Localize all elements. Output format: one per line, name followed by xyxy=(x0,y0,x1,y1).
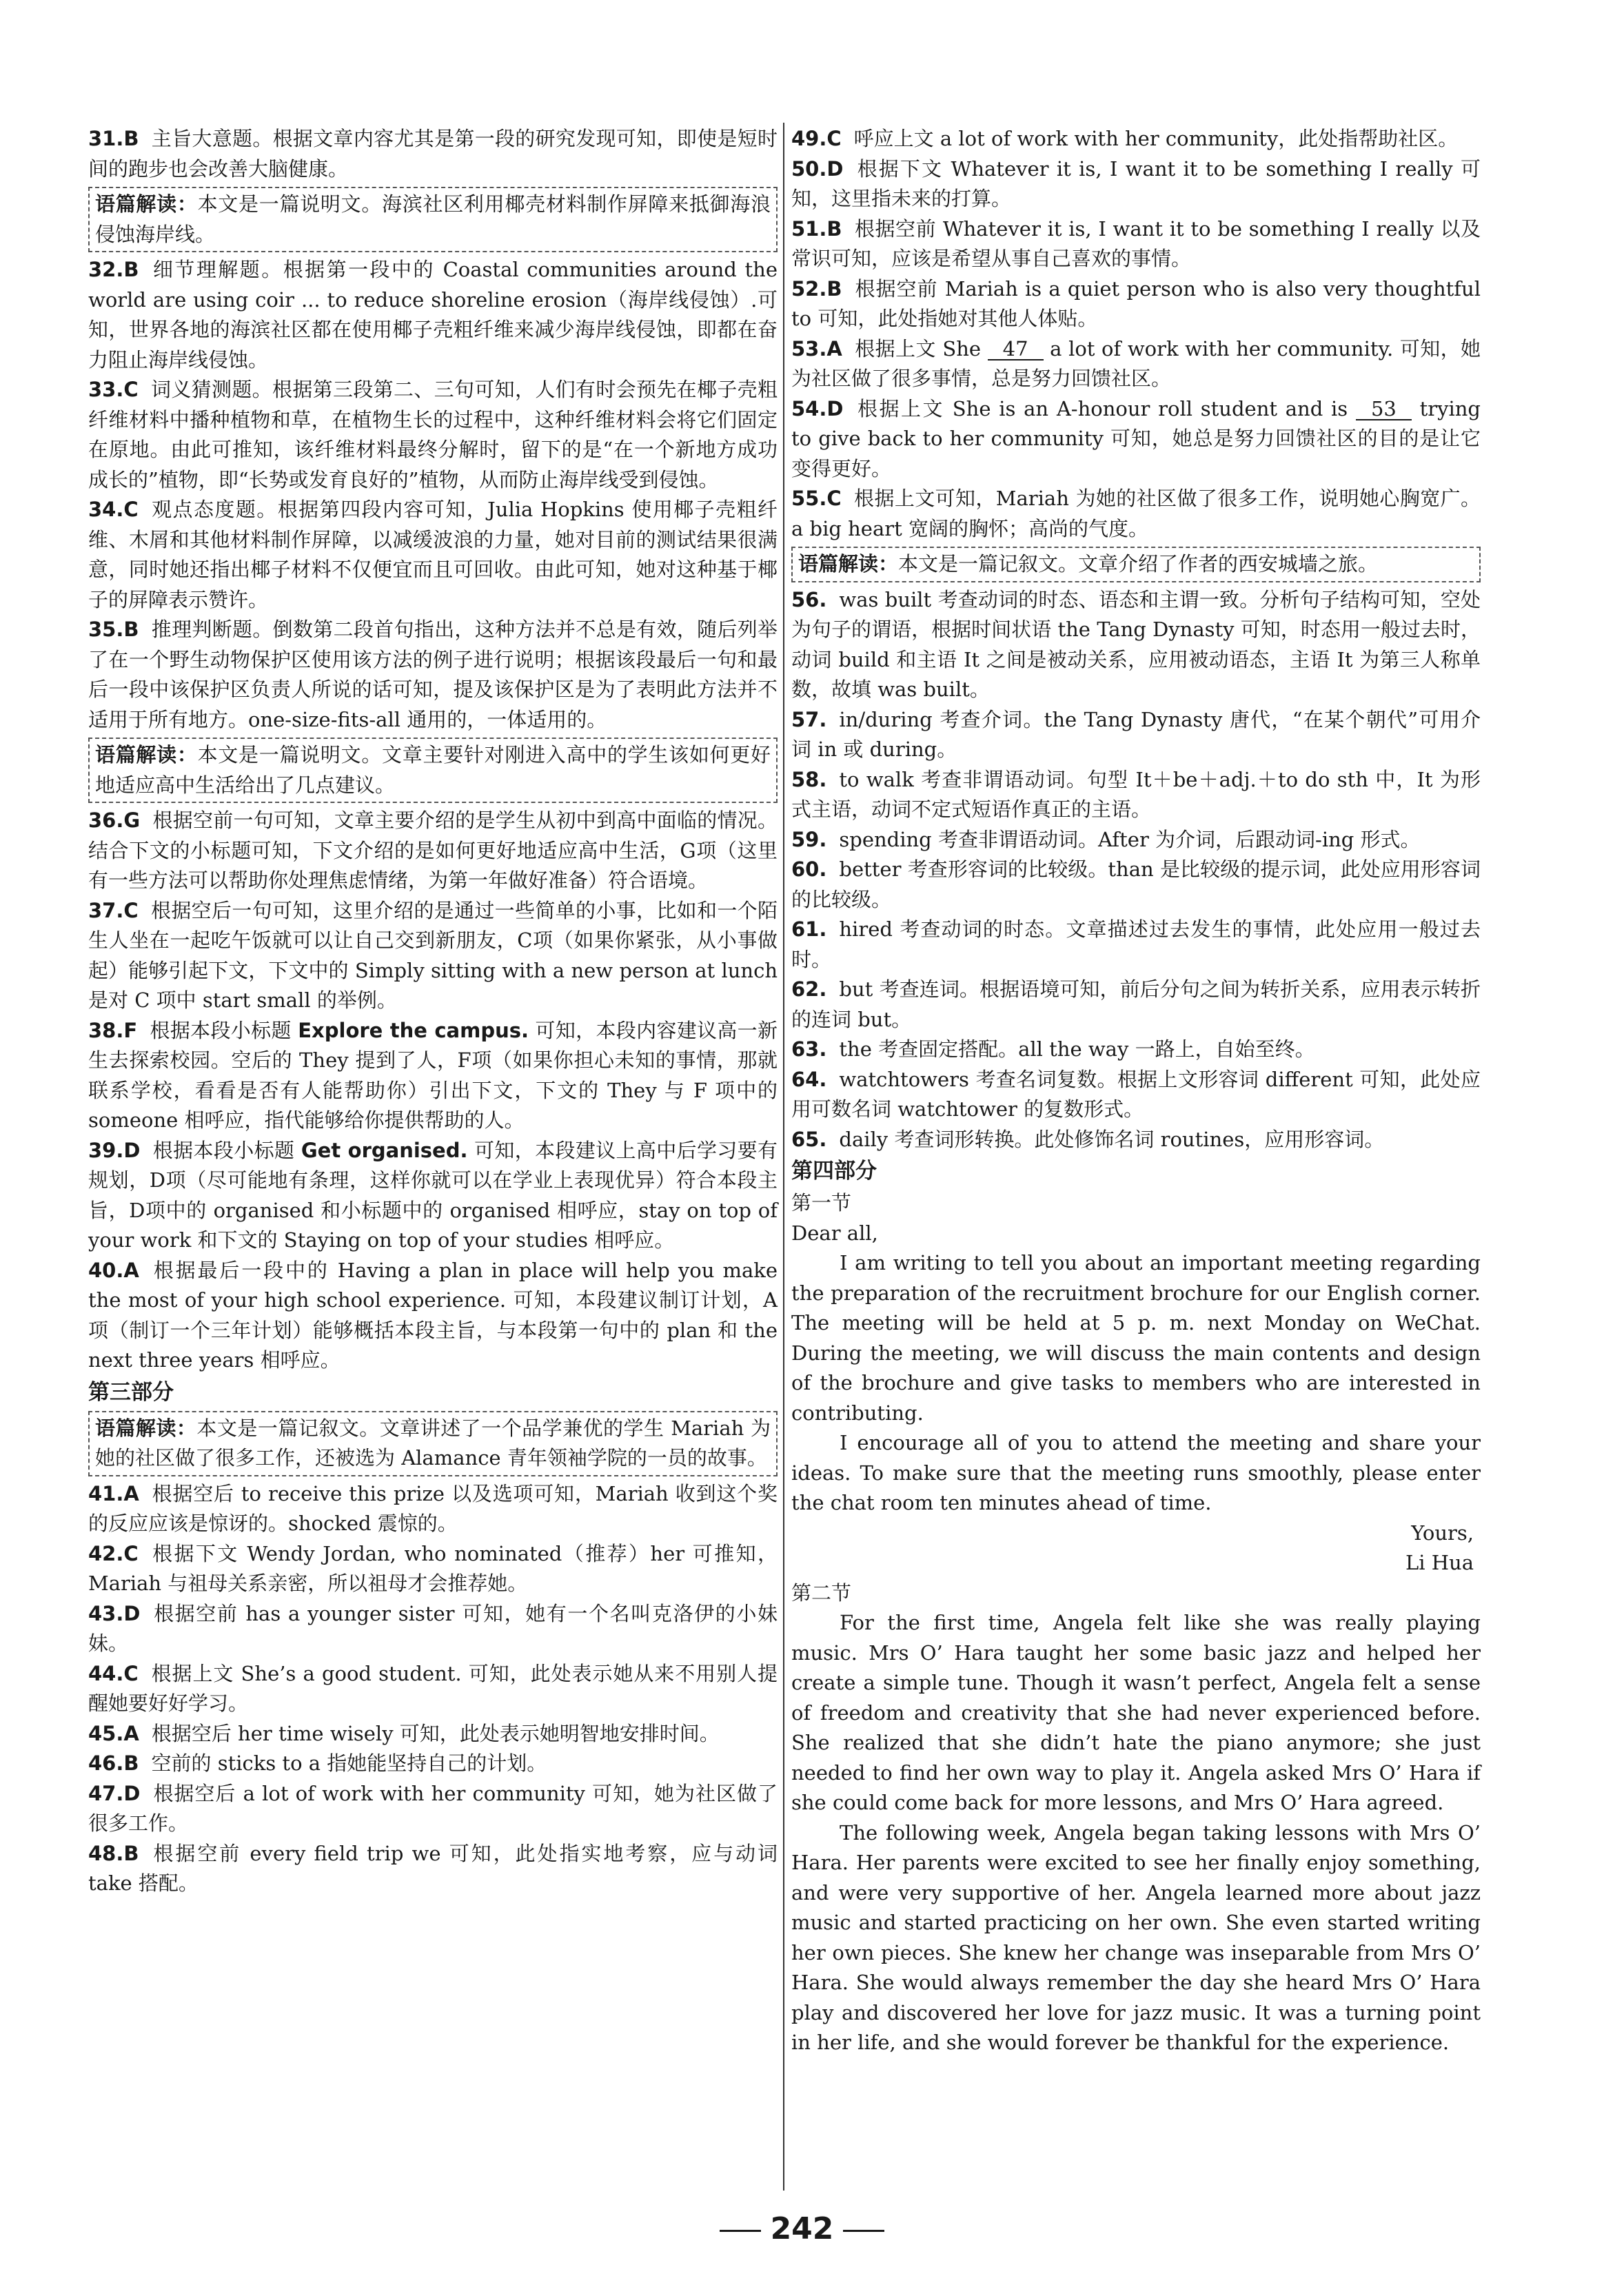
answer-number: 64. xyxy=(791,1067,827,1091)
answer-number: 41.A xyxy=(88,1481,139,1505)
answer-entry xyxy=(88,124,778,184)
answer-text: 根据空后 a lot of work with her community 可知，她为社区做了很多工作。 xyxy=(88,1781,778,1835)
page-number: 242 xyxy=(770,2211,834,2246)
answer-entry xyxy=(791,214,1481,274)
answer-text: 推理判断题。倒数第二段首句指出，这种方法并不总是有效，随后列举了在一个野生动物保护区使用该方法的例子进行说明；根据该段最后一句和最后一段中该保护区负责人所说的话可知，提及该保护区是为了表明此方法并不适用于所有地方。one-size-fits-all 通用的，一体适用的。 xyxy=(88,618,778,731)
answer-entry xyxy=(791,1125,1481,1155)
answer-entry xyxy=(88,1839,778,1899)
answer-entry xyxy=(88,1599,778,1659)
answer-entry xyxy=(791,855,1481,915)
answer-number: 48.B xyxy=(88,1841,139,1865)
answer-entry xyxy=(88,375,778,495)
answer-number: 55.C xyxy=(791,487,842,510)
answer-text: 根据空后一句可知，这里介绍的是通过一些简单的小事，比如和一个陌生人坐在一起吃午饭就可以让自己交到新朋友，C项（如果你紧张，从小事做起）能够引起下文，下文中的 Simply sitting with a new person at lunch 是对 C 项中 start small 的举例。 xyxy=(88,898,778,1012)
letter-signoff xyxy=(791,1518,1481,1549)
answer-text: in/during 考查介词。the Tang Dynasty 唐代，“在某个朝代”可用介词 in 或 during。 xyxy=(791,707,1481,761)
answer-text: to walk 考查非谓语动词。句型 It＋be＋adj.＋to do sth 中，It 为形式主语，动词不定式短语作真正的主语。 xyxy=(791,767,1481,821)
answer-text: 空前的 sticks to a 指她能坚持自己的计划。 xyxy=(151,1751,547,1775)
passage-analysis-box xyxy=(88,738,778,803)
answer-number: 57. xyxy=(791,707,827,731)
passage-analysis-text: 本文是一篇记叙文。文章讲述了一个品学兼优的学生 Mariah 为她的社区做了很多工作，还被选为 Alamance 青年领袖学院的一员的故事。 xyxy=(95,1416,771,1470)
column-divider xyxy=(783,123,784,2191)
answer-text: 根据上文 She’s a good student. 可知，此处表示她从来不用别人提醒她要好好学习。 xyxy=(88,1661,778,1715)
right-column xyxy=(791,124,1481,2058)
answer-entry xyxy=(791,124,1481,154)
answer-text: 可知，本段建议上高中后学习要有规划，D项（尽可能地有条理，这样你就可以在学业上表现优异）符合本段主旨，D项中的 organised 和小标题中的 organised 相呼应，stay on top of your work 和下文的 Staying on top of your studies 相呼应。 xyxy=(88,1138,778,1252)
answer-text: 根据空前 every field trip we 可知，此处指实地考察，应与动词 take 搭配。 xyxy=(88,1841,778,1895)
answer-entry xyxy=(791,705,1481,765)
answer-entry xyxy=(88,806,778,896)
answer-text: 根据上文可知，Mariah 为她的社区做了很多工作，说明她心胸宽广。a big heart 宽阔的胸怀；高尚的气度。 xyxy=(791,487,1481,540)
essay-paragraph-text: I am writing to tell you about an important meeting regarding the preparation of the recruitment brochure for our English corner. The meeting will be held at 5 p. m. next Monday on WeChat. During the meeting, we will discuss the main contents and design of the brochure and give tasks to members who are interested in contributing. xyxy=(791,1251,1481,1425)
answer-number: 36.G xyxy=(88,809,141,832)
answer-entry xyxy=(791,484,1481,544)
answer-text: 根据空前 Mariah is a quiet person who is also very thoughtful to 可知，此处指她对其他人体贴。 xyxy=(791,276,1481,330)
passage-analysis-text: 本文是一篇记叙文。文章介绍了作者的西安城墙之旅。 xyxy=(898,552,1379,576)
answer-text: spending 考查非谓语动词。After 为介词，后跟动词-ing 形式。 xyxy=(839,827,1421,851)
answer-text-pre: 根据本段小标题 xyxy=(152,1138,301,1162)
answer-text-pre: 根据上文 She is an A-honour roll student and is xyxy=(855,396,1356,420)
answer-text: 观点态度题。根据第四段内容可知，Julia Hopkins 使用椰子壳粗纤维、木屑和其他材料制作屏障，以减缓波浪的力量，她对目前的测试结果很满意，同时她还指出椰子材料不仅便宜而且可回收。由此可知，她对这种基于椰子的屏障表示赞许。 xyxy=(88,498,778,611)
answer-entry xyxy=(88,1779,778,1839)
answer-entry xyxy=(88,1479,778,1539)
answer-entry xyxy=(791,765,1481,825)
answer-text: trying to give back to her community 可知，她总是努力回馈社区的目的是让它变得更好。 xyxy=(791,396,1481,480)
subheading-quote: Get organised. xyxy=(301,1138,468,1162)
passage-analysis-label: 语篇解读： xyxy=(95,1416,197,1440)
answer-text: hired 考查动词的时态。文章描述过去发生的事情，此处应用一般过去时。 xyxy=(791,917,1481,971)
blank-number: 53 xyxy=(1356,398,1412,420)
answer-number: 39.D xyxy=(88,1138,141,1162)
section-heading: 第三部分 xyxy=(88,1379,174,1405)
answer-entry xyxy=(88,1016,778,1136)
essay-paragraph xyxy=(791,1219,1481,1249)
answer-text: 细节理解题。根据第一段中的 Coastal communities around the world are using coir ... to reduce shoreline erosion（海岸线侵蚀）.可知，世界各地的海滨社区都在使用椰子壳粗纤维来减少海岸线侵蚀，即都在奋力阻止海岸线侵蚀。 xyxy=(88,258,778,372)
answer-number: 56. xyxy=(791,587,827,611)
essay-paragraph-text: Dear all, xyxy=(791,1221,878,1245)
answer-text-pre: 根据上文 She xyxy=(854,336,988,360)
answer-text: watchtowers 考查名词复数。根据上文形容词 different 可知，此处应用可数名词 watchtower 的复数形式。 xyxy=(791,1067,1481,1121)
essay-paragraph-text: For the first time, Angela felt like she was really playing music. Mrs O’ Hara taught her some basic jazz and helped her create a simple tune. Though it wasn’t perfect, Angela felt a sense of freedom and creativity that she had never experienced before. She realized that she didn’t hate the piano anymore; she just needed to find her own way to play it. Angela asked Mrs O’ Hara if she could come back for more lessons, and Mrs O’ Hara agreed. xyxy=(791,1611,1481,1814)
answer-entry xyxy=(791,394,1481,485)
answer-number: 59. xyxy=(791,827,827,851)
answer-text: but 考查连词。根据语境可知，前后分句之间为转折关系，应用表示转折的连词 but。 xyxy=(791,977,1481,1031)
answer-number: 45.A xyxy=(88,1721,139,1745)
answer-number: 60. xyxy=(791,857,827,881)
answer-text: 根据空后 her time wisely 可知，此处表示她明智地安排时间。 xyxy=(151,1721,720,1745)
answer-text: 可知，本段内容建议高一新生去探索校园。空后的 They 提到了人，F项（如果你担心未知的事情，那就联系学校，看看是否有人能帮助你）引出下文，下文的 They 与 F 项中的 someone 相呼应，指代能够给你提供帮助的人。 xyxy=(88,1018,778,1132)
answer-number: 62. xyxy=(791,977,827,1001)
answer-number: 31.B xyxy=(88,127,139,150)
essay-paragraph xyxy=(791,1608,1481,1818)
answer-text: 根据空前 has a younger sister 可知，她有一个名叫克洛伊的小妹妹。 xyxy=(88,1601,778,1655)
passage-analysis-label: 语篇解读： xyxy=(95,192,198,216)
passage-analysis-box xyxy=(88,187,778,252)
left-column xyxy=(88,124,778,1899)
answer-text: daily 考查词形转换。此处修饰名词 routines，应用形容词。 xyxy=(839,1127,1385,1151)
answer-number: 46.B xyxy=(88,1751,139,1775)
answer-number: 33.C xyxy=(88,378,139,401)
answer-text: 根据空前一句可知，文章主要介绍的是学生从初中到高中面临的情况。结合下文的小标题可知，下文介绍的是如何更好地适应高中生活，G项（这里有一些方法可以帮助你处理焦虑情绪，为第一年做好准备）符合语境。 xyxy=(88,809,778,892)
answer-entry xyxy=(88,255,778,375)
essay-paragraph xyxy=(791,1248,1481,1428)
answer-entry xyxy=(791,585,1481,705)
answer-text: 词义猜测题。根据第三段第二、三句可知，人们有时会预先在椰子壳粗纤维材料中播种植物和草，在植物生长的过程中，这种纤维材料会将它们固定在原地。由此可推知，该纤维材料最终分解时，留下的是“在一个新地方成功成长的”植物，即“长势或发育良好的”植物，从而防止海岸线受到侵蚀。 xyxy=(88,378,778,491)
answer-entry xyxy=(791,274,1481,334)
answer-number: 54.D xyxy=(791,396,844,420)
passage-analysis-box xyxy=(791,547,1481,582)
answer-entry xyxy=(791,1065,1481,1125)
answer-entry xyxy=(88,896,778,1016)
passage-analysis-label: 语篇解读： xyxy=(798,552,899,576)
answer-text: a lot of work with her community. 可知，她为社区做了很多事情，总是努力回馈社区。 xyxy=(791,336,1481,390)
answer-number: 43.D xyxy=(88,1601,141,1625)
letter-signoff-text: Yours, xyxy=(1411,1521,1474,1545)
blank-number: 47 xyxy=(988,338,1044,360)
answer-number: 51.B xyxy=(791,216,842,241)
answer-number: 53.A xyxy=(791,336,842,360)
answer-entry xyxy=(88,1659,778,1719)
answer-entry xyxy=(88,615,778,735)
answer-text: 主旨大意题。根据文章内容尤其是第一段的研究发现可知，即使是短时间的跑步也会改善大脑健康。 xyxy=(88,127,778,181)
answer-number: 49.C xyxy=(791,127,842,150)
passage-analysis-text: 本文是一篇说明文。海滨社区利用椰壳材料制作屏障来抵御海浪侵蚀海岸线。 xyxy=(95,192,771,246)
answer-number: 37.C xyxy=(88,898,139,922)
answer-number: 58. xyxy=(791,767,827,791)
answer-number: 40.A xyxy=(88,1258,139,1282)
answer-entry xyxy=(791,334,1481,394)
page-footer xyxy=(0,2211,1604,2246)
answer-entry xyxy=(791,825,1481,855)
answer-entry xyxy=(791,975,1481,1035)
answer-entry xyxy=(88,1256,778,1376)
answer-entry xyxy=(88,1719,778,1749)
answer-entry xyxy=(88,495,778,615)
essay-paragraph xyxy=(791,1428,1481,1518)
letter-signoff-text: Li Hua xyxy=(1405,1551,1474,1574)
answer-text: 根据下文 Wendy Jordan, who nominated（推荐）her 可推知，Mariah 与祖母关系亲密，所以祖母才会推荐她。 xyxy=(88,1541,778,1595)
answer-number: 34.C xyxy=(88,498,139,521)
answer-text: better 考查形容词的比较级。than 是比较级的提示词，此处应用形容词的比较级。 xyxy=(791,857,1481,911)
answer-number: 38.F xyxy=(88,1018,138,1042)
footer-dash-right xyxy=(843,2230,884,2232)
answer-number: 47.D xyxy=(88,1781,141,1805)
answer-number: 42.C xyxy=(88,1541,139,1565)
answer-number: 32.B xyxy=(88,258,139,281)
answer-text: 根据空后 to receive this prize 以及选项可知，Mariah 收到这个奖的反应应该是惊讶的。shocked 震惊的。 xyxy=(88,1481,778,1535)
answer-number: 61. xyxy=(791,917,827,941)
answer-text: 根据最后一段中的 Having a plan in place will help you make the most of your high school experience. 可知，本段建议制订计划，A项（制订一个三年计划）能够概括本段主旨，与本段第一句中的 plan 和 the next three years 相呼应。 xyxy=(88,1258,778,1372)
passage-analysis-box xyxy=(88,1411,778,1476)
essay-paragraph-text: The following week, Angela began taking lessons with Mrs O’ Hara. Her parents were excited to see her finally enjoy something, and were very supportive of her. Angela learned more about jazz music and started practicing on her own. She even started writing her own pieces. She knew her change was inseparable from Mrs O’ Hara. She would always remember the day she heard Mrs O’ Hara play and discovered her love for jazz music. It was a turning point in her life, and she would forever be thankful for the experience. xyxy=(791,1820,1481,2054)
passage-analysis-label: 语篇解读： xyxy=(95,743,198,766)
passage-analysis-text: 本文是一篇说明文。文章主要针对刚进入高中的学生该如何更好地适应高中生活给出了几点建议。 xyxy=(95,743,771,797)
answer-entry xyxy=(791,154,1481,214)
footer-dash-left xyxy=(720,2230,761,2232)
letter-signoff xyxy=(791,1548,1481,1578)
answer-number: 44.C xyxy=(88,1661,139,1685)
answer-number: 52.B xyxy=(791,276,842,301)
answer-text-pre: 根据本段小标题 xyxy=(150,1018,298,1042)
answer-text: 根据空前 Whatever it is, I want it to be something I really 以及常识可知，应该是希望从事自己喜欢的事情。 xyxy=(791,216,1481,270)
answer-text: 呼应上文 a lot of work with her community，此处指帮助社区。 xyxy=(853,127,1459,150)
essay-paragraph xyxy=(791,1818,1481,2058)
answer-text: the 考查固定搭配。all the way 一路上，自始至终。 xyxy=(839,1037,1315,1061)
answer-entry xyxy=(791,1035,1481,1065)
answer-entry xyxy=(88,1539,778,1599)
answer-text: was built 考查动词的时态、语态和主谓一致。分析句子结构可知，空处为句子的谓语，根据时间状语 the Tang Dynasty 可知，时态用一般过去时，动词 build 和主语 It 之间是被动关系，应用被动语态，主语 It 为第三人称单数，故填 was built。 xyxy=(791,587,1481,701)
answer-entry xyxy=(791,915,1481,975)
answer-number: 50.D xyxy=(791,156,844,181)
answer-text: 根据下文 Whatever it is, I want it to be something I really 可知，这里指未来的打算。 xyxy=(791,156,1481,210)
answer-entry xyxy=(88,1136,778,1256)
section-heading: 第四部分 xyxy=(791,1159,877,1183)
essay-paragraph-text: I encourage all of you to attend the meeting and share your ideas. To make sure that the meeting runs smoothly, please enter the chat room ten minutes ahead of time. xyxy=(791,1431,1481,1514)
answer-entry xyxy=(88,1749,778,1779)
subheading-quote: Explore the campus. xyxy=(298,1018,529,1042)
answer-number: 35.B xyxy=(88,618,139,641)
subsection-heading: 第二节 xyxy=(791,1581,852,1605)
answer-number: 63. xyxy=(791,1037,827,1061)
subsection-heading: 第一节 xyxy=(791,1191,852,1215)
answer-number: 65. xyxy=(791,1127,827,1151)
